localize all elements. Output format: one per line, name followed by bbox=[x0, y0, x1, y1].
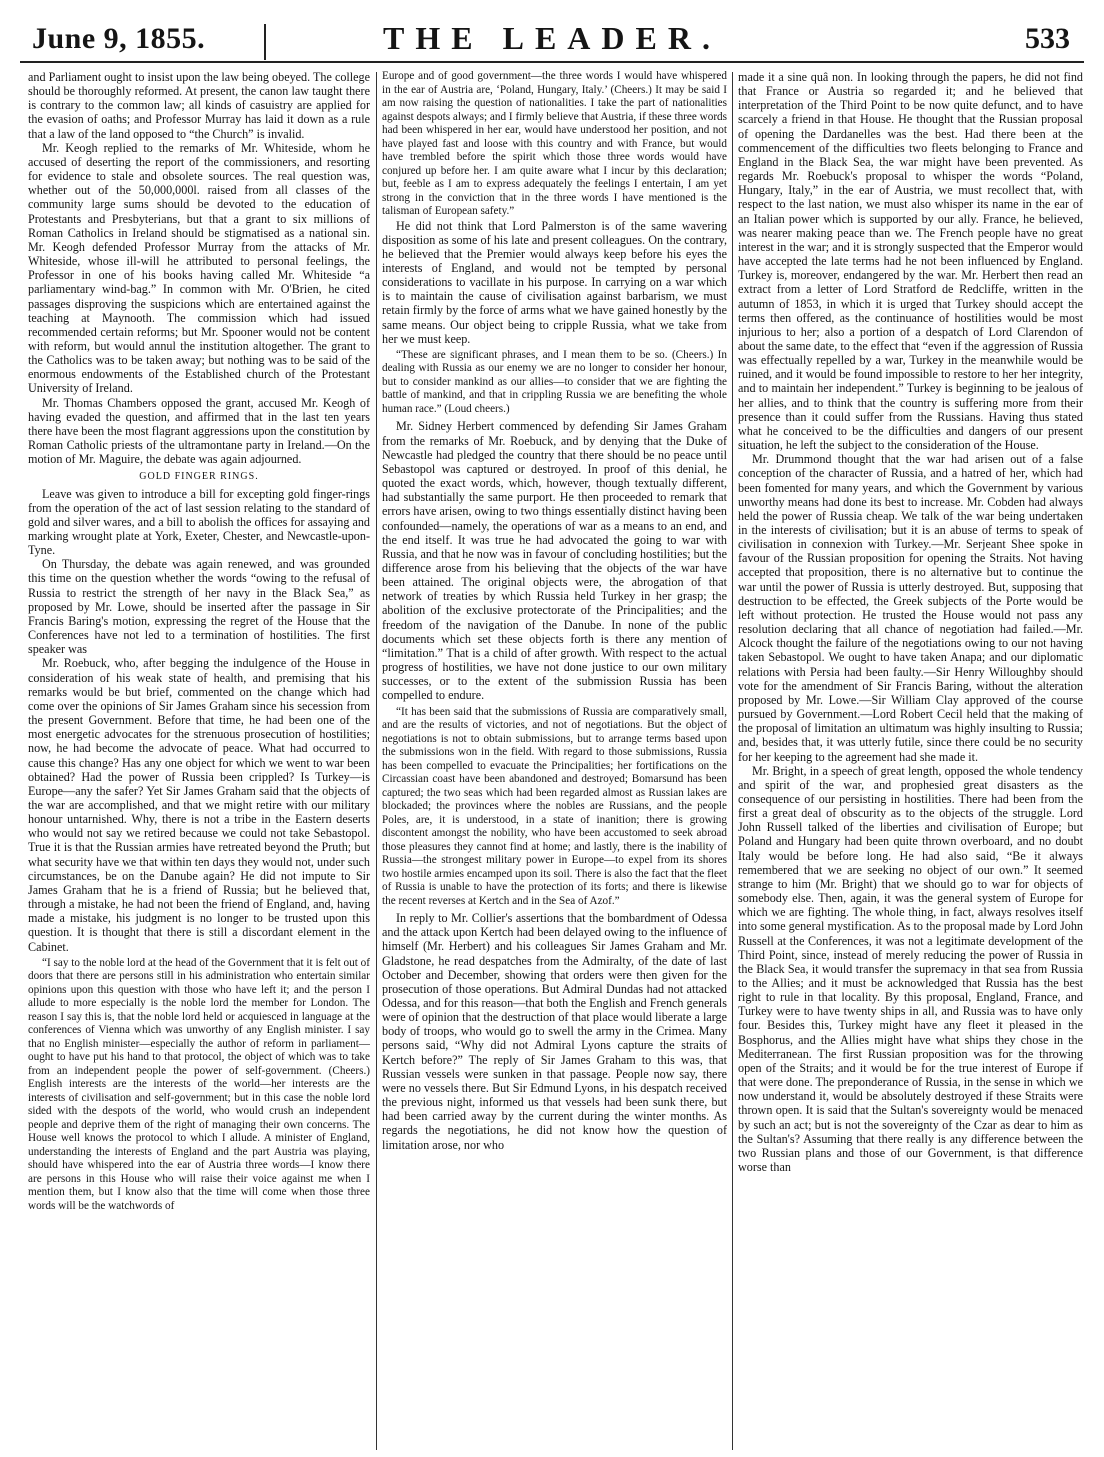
paragraph: He did not think that Lord Palmerston is of the same wavering disposition as some of his late and present colleagues. On the contrary, he believed that the Premier would always keep before his eyes the interests of England, and would not be tempted by personal considerations to vacillate in his purpose. In carrying on a war which is to maintain the cause of civilisation against barbarism, we must retain firmly by the force of arms what we have gained honestly by the same means. Our object being to cripple Russia, what we take from her we must keep. bbox=[382, 218, 727, 346]
column-divider bbox=[732, 72, 733, 1450]
quoted-speech: “I say to the noble lord at the head of the Government that it is felt out of doors that there are persons still in his administration who entertain similar opinions upon this question with those who have left it; and the person I allude to more especially is the noble lord the member for London. The reason I say this is, that the noble lord held or acquiesced in language at the conferences of Vienna which was unworthy of any English minister. I say that no English minister—especially the author of reform in parliament—ought to have put his hand to that protocol, the object of which was to take from an independent people the power of self-government. (Cheers.) English interests are the interests of the world—her interests are the interests of civilisation and self-government; but in this case the noble lord sided with the despots of the world, who would crush an independent people and deprive them of the right of managing their own concerns. The House well knows the protocol to which I allude. A minister of England, understanding the interests of England and the part Austria was playing, should have whispered into the ear of Austria three words—I know there are persons in this House who will raise their voice against me when I mention them, but I know also that the time will come when those three words will be the watchwords of bbox=[28, 956, 370, 1212]
paragraph: Mr. Roebuck, who, after begging the indulgence of the House in consideration of his weak state of health, and premising that his remarks would be but brief, commented on the change which had come over the opinions of Sir James Graham since his secession from the present Government. Before that time, he had been one of the most energetic advocates for the strenuous prosecution of hostilities; now, he had become the advocate of peace. What had occurred to cause this change? Has any one object for which we went to war been obtained? Had the power of Russia been crippled? Is Turkey—is Europe—any the safer? Yet Sir James Graham said that the objects of the war are accomplished, and that we might retire with our military honour untarnished. Why, there is not a tribe in the Eastern deserts who would not say we retired because we could not take Sebastopol. True it is that the Russian armies have retreated beyond the Pruth; but what security have we that within ten days they would not, under such circumstances, be on the Danube again? He did not impute to Sir James Graham that he is a friend of Russia; but he believed that, through a mistake, he had not been the friend of England, and, having made a mistake, his judgment is no longer to be trusted upon this question. It is thought that there is still a discordant element in the Cabinet. bbox=[28, 656, 370, 954]
quoted-speech: “It has been said that the submissions of Russia are comparatively small, and are the results of victories, and not of negotiations. But the object of negotiations is not to obtain submissions, but to arrange terms based upon the submissions won in the field. With regard to those submissions, Russia has been compelled to evacuate the Principalities; her fortifications on the Circassian coast have been abandoned and destroyed; Bomarsund has been captured; the two seas which had been regarded almost as Russian lakes are blockaded; the provinces where the nobles are Russians, and the people Poles, are, it is understood, in a state of inanition; there is growing discontent amongst the nobility, who have been accustomed to seek abroad those pleasures they cannot find at home; and lastly, there is the inability of Russia—the strongest military power in Europe—to expel from its shores two hostile armies encamped upon its soil. There is also the fact that the fleet of Russia is unable to have the protection of its forts; and there is likewise the recent reverses at Kertch and in the Sea of Azof.” bbox=[382, 705, 727, 907]
column-1 bbox=[28, 70, 370, 1452]
column-2 bbox=[382, 70, 727, 1452]
column-divider bbox=[376, 72, 377, 1450]
page-number: 533 bbox=[1025, 22, 1070, 55]
section-subhead: GOLD FINGER RINGS. bbox=[139, 471, 259, 483]
quoted-speech: Europe and of good government—the three words I would have whispered in the ear of Austria are, ‘Poland, Hungary, Italy.’ (Cheers.) It may be said I am now raising the question of nationalities. I take the part of nationalities against despots always; and I firmly believe that Austria, if these three words had been whispered in her ear, would have understood her position, and not have played fast and loose with this country and with France, but would have trembled before the spirit which those three words would have conjured up before her. I am quite aware what I incur by this declaration; but, feeble as I am to express adequately the feelings I entertain, I am yet strong in the conviction that in the three words I have mentioned is the talisman of European safety.” bbox=[382, 70, 727, 217]
column-3 bbox=[738, 70, 1083, 1452]
paragraph: Mr. Keogh replied to the remarks of Mr. Whiteside, whom he accused of deserting the report of the commissioners, and resorting for evidence to stale and obsolete sources. The real question was, whether out of the 50,000,000l. raised from all classes of the community large sums should be devoted to the education of Protestants and Presbyterians, but that a grant to six millions of Roman Catholics in Ireland should be stigmatised as a national sin. Mr. Keogh defended Professor Murray from the attacks of Mr. Whiteside, whose ill-will he attributed to personal feelings, the Professor in one of his books having called Mr. Whiteside “a parliamentary wind-bag.” In common with Mr. O'Brien, he cited passages disproving the suspicions which are entertained against the teaching at Maynooth. The commission which had issued recommended certain reforms; but Mr. Spooner would not be content with reform, but would annul the institution altogether. The grant to the Catholics was to be taken away; but nothing was to be said of the enormous endowments of the Established church of the Protestant University of Ireland. bbox=[28, 140, 370, 396]
paragraph: Mr. Bright, in a speech of great length, opposed the whole tendency and spirit of the war, and prophesied great disasters as the consequence of our persisting in hostilities. There had been from the first a great deal of obscurity as to the objects of the struggle. Lord John Russell talked of the liberties and civilisation of Europe; but Poland and Hungary had been quite thrown overboard, and no doubt Italy would be before long. He had also said, “Be it always remembered that we are seeking no object of our own.” It seemed strange to him (Mr. Bright) that we should go to war for objects of somebody else. Then, again, it was the general system of Europe for which we are fighting. The whole thing, in fact, always resolves itself into some general mystification. As to the proposal made by Lord John Russell at the Conferences, it was not a legitimate development of the Third Point, since, instead of merely reducing the power of Russia in the Black Sea, it would transfer the supremacy in that sea from Russia to the Allies; and it must be acknowledged that Russia has the best right to rule in that locality. By this proposal, England, France, and Turkey were to have twenty ships in all, and Russia was to have only four. Besides this, Turkey might have any fleet it pleased in the Bosphorus, and the Allies might have what ships they chose in the Mediterranean. The first Russian proposition was for the throwing open of the Straits; and it would be for the true interest of Europe if that were done. The preponderance of Russia, in the sense in which we now understand it, would be absolutely destroyed if these Straits were thrown open. It is said that the Sultan's sovereignty would be menaced by such an act; but is not the sovereignty of the Czar as dear to him as the Sultan's? Assuming that there really is any difference between the two Russian plans and those of our Government, is that difference worse than bbox=[738, 763, 1083, 1175]
paragraph: made it a sine quâ non. In looking through the papers, he did not find that France or Austria so regarded it; and he believed that interpretation of the Third Point to be now quite defunct, and to have scarcely a friend in that House. He thought that the Russian proposal of opening the Dardanelles was the best. Had there been at the commencement of the difficulties two fleets belonging to France and England in the Black Sea, the war might have been prevented. As regards Mr. Roebuck's proposal to whisper the words “Poland, Hungary, Italy,” in the ear of Austria, we must recollect that, with respect to the last nation, we must also whisper its name in the ear of an Italian power which is supported by our ally. France, he believed, was nearer making peace than we. The French people have no great interest in the war; and it is strongly suspected that the Emperor would have accepted the late terms had he not been influenced by England. Turkey is, moreover, endangered by the war. Mr. Herbert then read an extract from a letter of Lord Stratford de Redcliffe, written in the autumn of 1853, in which it is urged that Turkey should accept the terms then offered, as the continuance of hostilities would be most injurious to her; also a portion of a despatch of Lord Clarendon of about the same date, to the effect that “even if the aggression of Russia was effectually repelled by a war, Turkey in the meanwhile would be ruined, and it would be found impossible to restore to her her integrity, and to maintain her independent.” Turkey is beginning to be jealous of her allies, and to think that the country is suffering more from their presence than it could suffer from the Russians. Having thus stated what he conceived to be the difficulties and dangers of our present situation, he left the subject to the consideration of the House. bbox=[738, 70, 1083, 453]
quoted-speech: “These are significant phrases, and I mean them to be so. (Cheers.) In dealing with Russia as our enemy we are no longer to consider her honour, but to consider mankind as our allies—to consider that we are fighting the battle of mankind, and that in crippling Russia we are benefiting the whole human race.” (Loud cheers.) bbox=[382, 348, 727, 415]
masthead-rule bbox=[20, 61, 1084, 63]
paragraph: and Parliament ought to insist upon the law being obeyed. The college should be thoroughly reformed. At present, the canon law taught there is contrary to the common law; all kinds of casuistry are applied for the evasion of oaths; and Professor Murray has laid it down as a rule that a law of the land opposed to “the Church” is invalid. bbox=[28, 70, 370, 141]
paragraph: On Thursday, the debate was again renewed, and was grounded this time on the question whether the words “owing to the refusal of Russia to restrict the strength of her navy in the Black Sea,” as proposed by Mr. Lowe, should be inserted after the passage in Sir Francis Baring's motion, expressing the regret of the House that the Conferences have not led to a termination of hostilities. The first speaker was bbox=[28, 557, 370, 657]
paragraph: Mr. Sidney Herbert commenced by defending Sir James Graham from the remarks of Mr. Roebuck, and by denying that the Duke of Newcastle had pledged the country that there should be no peace until Sebastopol was captured or destroyed. In proof of this denial, he quoted the exact words, which, however, though textually different, had substantially the same purport. He then proceeded to remark that errors have arisen, owing to two things essentially distinct having been confounded—namely, the operations of war as a means to an end, and the end itself. It was true he had advocated the going to war with Russia, and that he now was in favour of concluding hostilities; but the difference arose from his believing that the objects of the war have been attained. The original objects were, the abrogation of that network of treaties by which Russia held Turkey in her grasp; the abolition of the exclusive protectorate of the Principalities; and the freedom of the navigation of the Danube. In none of the public documents which set these objects forth is there any mention of “limitation.” That is a child of after growth. With respect to the actual progress of hostilities, we have not done justice to our own military successes, or to the extent of the submission Russia has been compelled to endure. bbox=[382, 419, 727, 703]
issue-date: June 9, 1855. bbox=[32, 22, 206, 55]
paragraph: Mr. Drummond thought that the war had arisen out of a false conception of the character of Russia, and a hatred of her, which had been fomented for many years, and which the Government by various unworthy means had done its best to increase. Mr. Cobden had always held the power of Russia cheap. We talk of the war being undertaken in the interests of civilisation; but it is an abuse of terms to speak of civilisation in connexion with Turkey.—Mr. Serjeant Shee spoke in favour of the Russian proposition for opening the Straits. Not having accepted that proposition, there is no alternative but to continue the war until the power of Russia is utterly destroyed. But, supposing that destruction to be effected, the Greek subjects of the Porte would be left without protection. He trusted the House would not pass any resolution declaring that all chance of negotiation had failed.—Mr. Alcock thought the failure of the negotiations owing to our not having taken Sebastopol. We ought to have taken Anapa; and our diplomatic relations with Persia had been faulty.—Sir Henry Willoughby should vote for the amendment of Sir Francis Baring, without the alteration proposed by Mr. Lowe.—Sir William Clay approved of the course pursued by Government.—Lord Robert Cecil held that the making of the proposal of limitation an ultimatum was highly insulting to Russia; and, besides that, it was utterly futile, since there could be no security for her keeping to the agreement had she made it. bbox=[738, 452, 1083, 764]
paragraph: Leave was given to introduce a bill for excepting gold finger-rings from the operation of the act of last session relating to the standard of gold and silver wares, and a bill to abolish the offices for assaying and marking wrought plate at York, Exeter, Chester, and Newcastle-upon-Tyne. bbox=[28, 486, 370, 558]
paragraph: Mr. Thomas Chambers opposed the grant, accused Mr. Keogh of having evaded the question, and affirmed that in the last ten years there have been the most flagrant aggressions upon the constitution by Roman Catholic priests of the ultramontane party in Ireland.—On the motion of Mr. Maguire, the debate was again adjourned. bbox=[28, 395, 370, 467]
newspaper-title: THE LEADER. bbox=[383, 20, 721, 56]
paragraph: In reply to Mr. Collier's assertions that the bombardment of Odessa and the attack upon Kertch had been delayed owing to the influence of himself (Mr. Herbert) and his colleagues Sir James Graham and Mr. Gladstone, he read despatches from the Admiralty, of the date of last October and December, showing that orders were then given for the prosecution of those operations. But Admiral Dundas had not attacked Odessa, and for this reason—that both the English and French generals were of opinion that the destruction of that place would liberate a large body of troops, who would go to swell the army in the Crimea. Many persons said, “Why did not Admiral Lyons capture the straits of Kertch before?” The reply of Sir James Graham to this was, that Russian vessels were sunken in that passage. People now say, there were no vessels there. But Sir Edmund Lyons, in his despatch received the previous night, informed us that vessels had been sunk there, but had been carried away by the current during the winter months. As regards the negotiations, he did not know how the question of limitation arose, nor who bbox=[382, 911, 727, 1152]
